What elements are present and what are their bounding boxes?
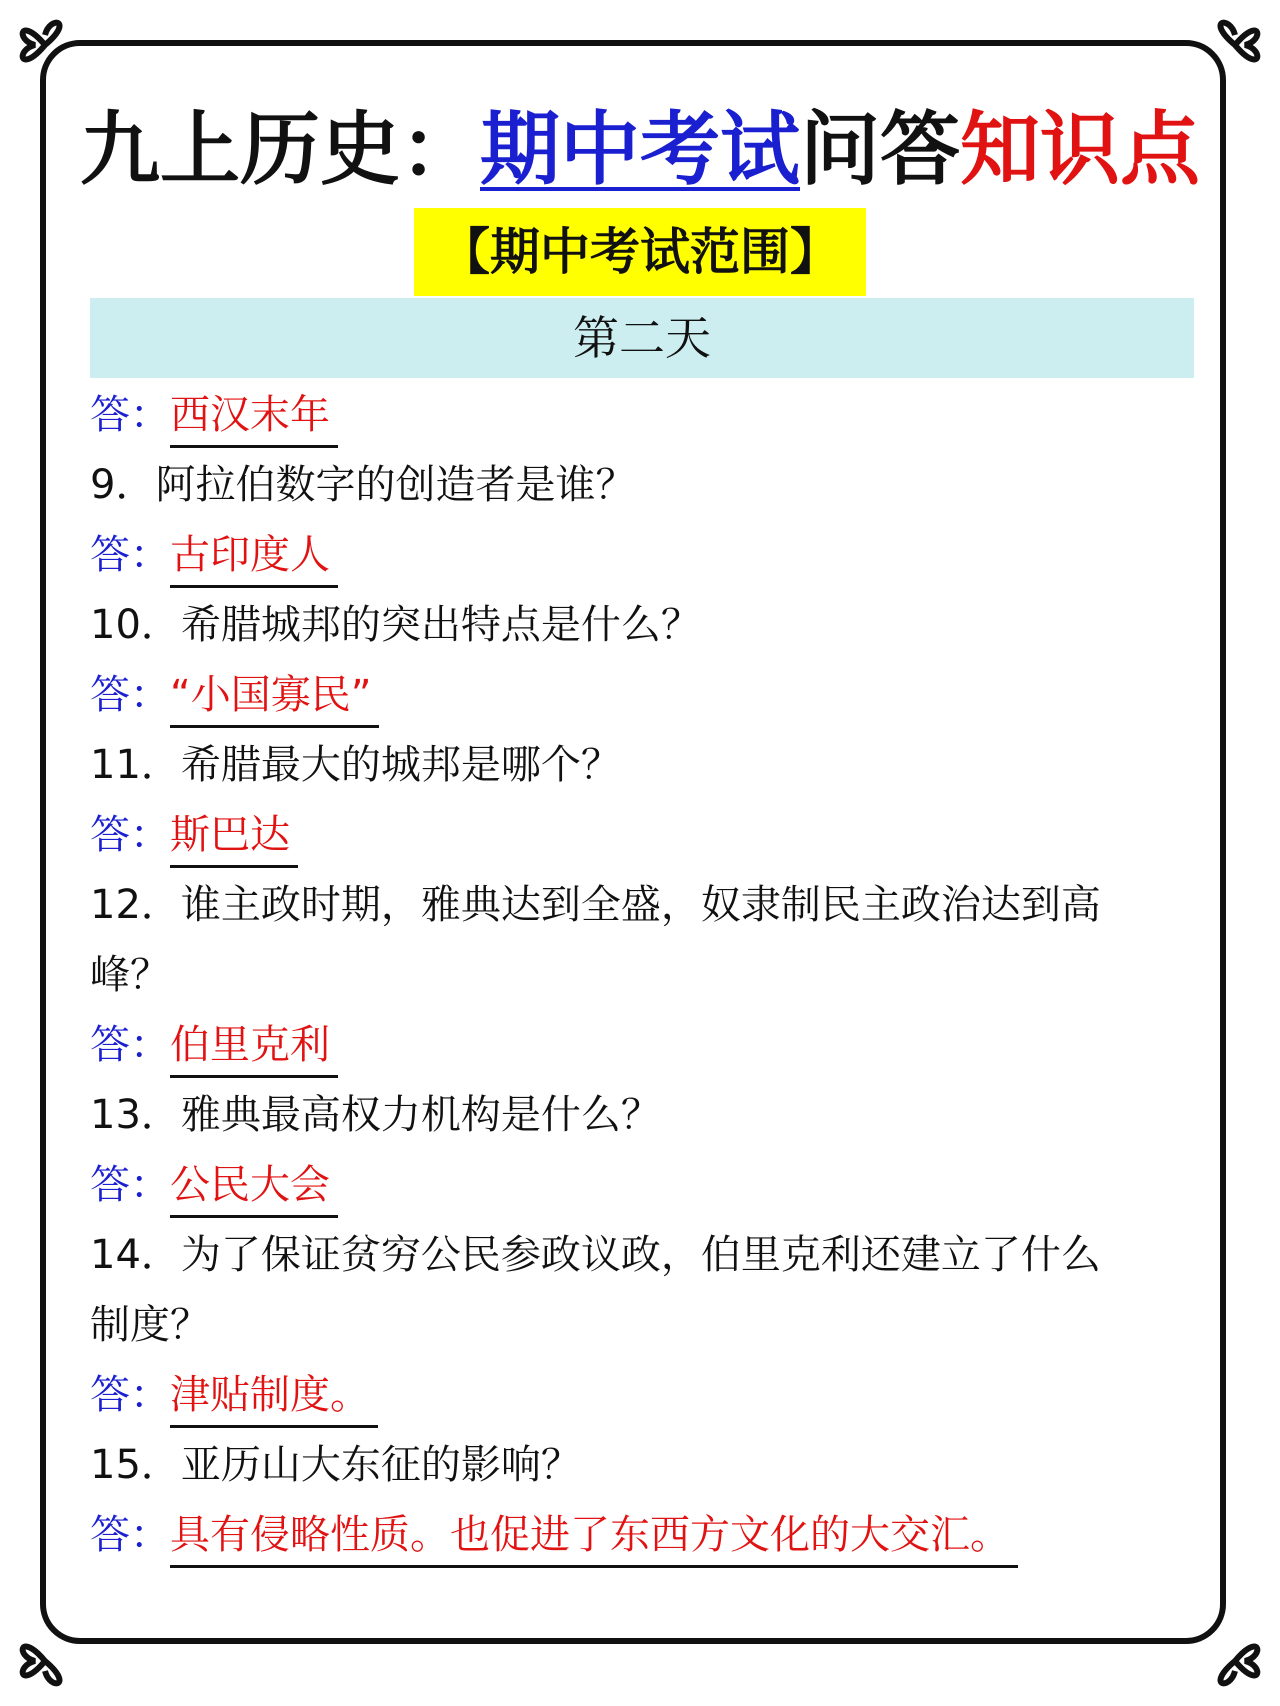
answer-line [90, 520, 1194, 590]
answer-line [90, 1360, 1194, 1430]
answer-prefix: 答： [90, 1162, 170, 1208]
page-title [0, 100, 1280, 200]
scope-label: 【期中考试范围】 [414, 208, 866, 296]
qa-list [90, 380, 1194, 1570]
answer-line [90, 800, 1194, 870]
answer-prefix: 答： [90, 392, 170, 438]
corner-ornament-icon [1200, 10, 1270, 80]
title-knowledge: 知识点 [960, 103, 1200, 196]
answer-text: “小国寡民” [170, 667, 379, 728]
title-qa: 问答 [800, 103, 960, 196]
answer-line [90, 380, 1194, 450]
question-line: 10．希腊城邦的突出特点是什么？ [90, 602, 701, 648]
answer-text: 公民大会 [170, 1157, 338, 1218]
corner-ornament-icon [1200, 1626, 1270, 1696]
question-line: 15．亚历山大东征的影响？ [90, 1442, 581, 1488]
answer-prefix: 答： [90, 1372, 170, 1418]
title-subject: 九上历史： [80, 103, 480, 196]
answer-text: 古印度人 [170, 527, 338, 588]
question-line: 14．为了保证贫穷公民参政议政，伯里克利还建立了什么 [90, 1232, 1101, 1278]
answer-line [90, 1150, 1194, 1220]
answer-prefix: 答： [90, 1512, 170, 1558]
answer-text: 伯里克利 [170, 1017, 338, 1078]
day-label: 第二天 [90, 298, 1194, 378]
answer-prefix: 答： [90, 812, 170, 858]
answer-prefix: 答： [90, 1022, 170, 1068]
title-exam: 期中考试 [480, 103, 800, 196]
answer-text: 具有侵略性质。也促进了东西方文化的大交汇。 [170, 1507, 1018, 1568]
question-line: 13．雅典最高权力机构是什么？ [90, 1092, 661, 1138]
answer-text: 西汉末年 [170, 387, 338, 448]
answer-text: 斯巴达 [170, 807, 298, 868]
answer-prefix: 答： [90, 532, 170, 578]
answer-prefix: 答： [90, 672, 170, 718]
corner-ornament-icon [10, 10, 80, 80]
answer-text: 津贴制度。 [170, 1367, 378, 1428]
question-line-continued: 制度？ [90, 1302, 210, 1348]
question-line-continued: 峰？ [90, 952, 170, 998]
question-line: 9．阿拉伯数字的创造者是谁？ [90, 462, 636, 508]
question-line: 11．希腊最大的城邦是哪个？ [90, 742, 621, 788]
answer-line [90, 660, 1194, 730]
answer-line [90, 1010, 1194, 1080]
question-line: 12．谁主政时期，雅典达到全盛，奴隶制民主政治达到高 [90, 882, 1101, 928]
corner-ornament-icon [10, 1626, 80, 1696]
answer-line [90, 1500, 1194, 1570]
